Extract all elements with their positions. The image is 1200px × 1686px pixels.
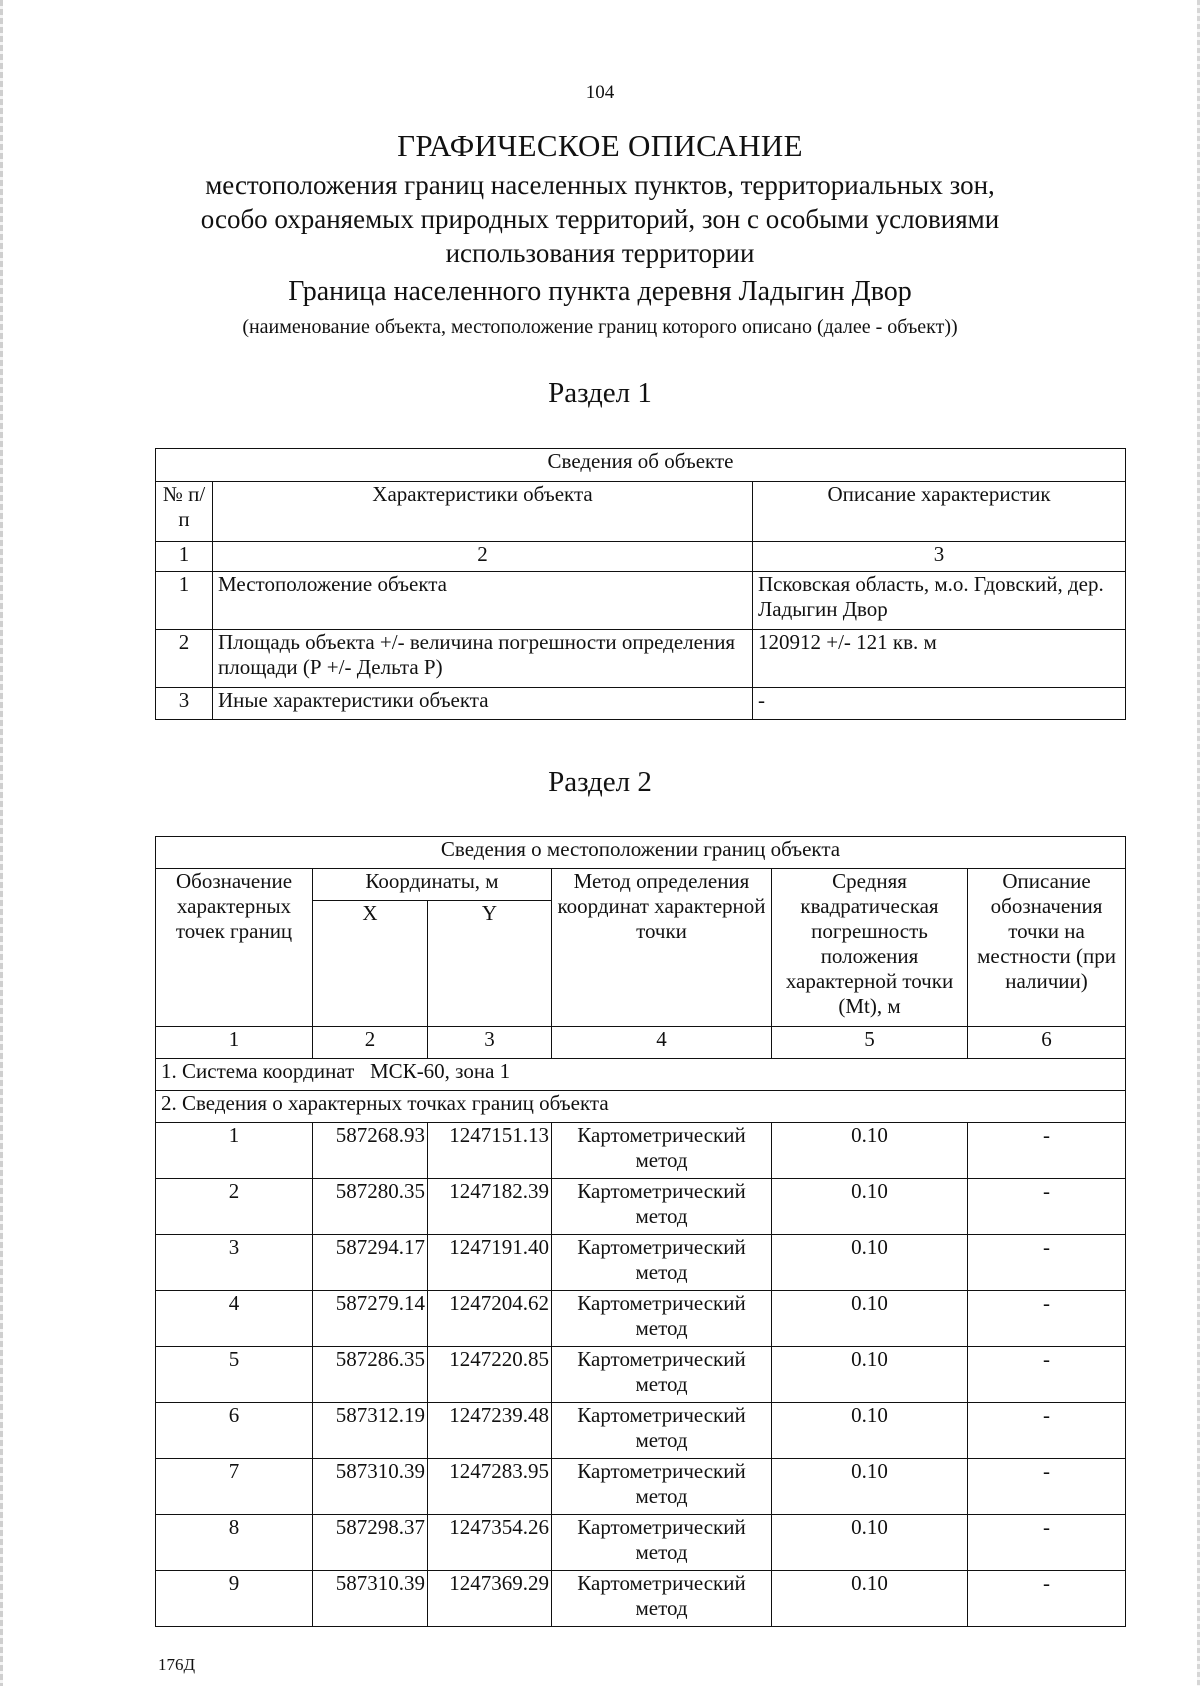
section-2-heading: Раздел 2 bbox=[548, 766, 652, 798]
column-number: 3 bbox=[428, 1027, 552, 1059]
point-number: 7 bbox=[156, 1459, 313, 1515]
location-desc: - bbox=[968, 1179, 1126, 1235]
page-number: 104 bbox=[585, 82, 615, 103]
table-row bbox=[156, 1459, 1126, 1515]
method: Картометрический метод bbox=[552, 1347, 772, 1403]
method: Картометрический метод bbox=[552, 1515, 772, 1571]
points-info-row: 2. Сведения о характерных точках границ объекта bbox=[156, 1091, 1126, 1123]
header-description: Описание характеристик bbox=[753, 482, 1126, 542]
table-row bbox=[156, 1291, 1126, 1347]
location-desc: - bbox=[968, 1291, 1126, 1347]
row-characteristic: Местоположение объекта bbox=[213, 572, 753, 630]
row-number: 3 bbox=[156, 688, 213, 720]
coord-y: 1247369.29 bbox=[428, 1571, 552, 1627]
column-number: 2 bbox=[313, 1027, 428, 1059]
points-body bbox=[156, 1123, 1126, 1627]
object-name: Граница населенного пункта деревня Ладыгин Двор bbox=[288, 276, 912, 307]
row-characteristic: Площадь объекта +/- величина погрешности определения площади (Р +/- Дельта Р) bbox=[213, 630, 753, 688]
document-title: ГРАФИЧЕСКОЕ ОПИСАНИЕ bbox=[397, 128, 803, 163]
column-number: 1 bbox=[156, 542, 213, 572]
table-row bbox=[156, 1571, 1126, 1627]
method: Картометрический метод bbox=[552, 1179, 772, 1235]
column-number: 6 bbox=[968, 1027, 1126, 1059]
mt-value: 0.10 bbox=[772, 1515, 968, 1571]
point-number: 2 bbox=[156, 1179, 313, 1235]
table-row bbox=[156, 1515, 1126, 1571]
coord-y: 1247204.62 bbox=[428, 1291, 552, 1347]
object-info-table bbox=[155, 448, 1126, 720]
column-number: 1 bbox=[156, 1027, 313, 1059]
column-number: 5 bbox=[772, 1027, 968, 1059]
table-row bbox=[156, 630, 1126, 688]
coord-x: 587310.39 bbox=[313, 1459, 428, 1515]
table-row bbox=[156, 1179, 1126, 1235]
column-number: 4 bbox=[552, 1027, 772, 1059]
location-desc: - bbox=[968, 1123, 1126, 1179]
table-row bbox=[156, 1123, 1126, 1179]
coordinate-system-row: 1. Система координат МСК-60, зона 1 bbox=[156, 1059, 1126, 1091]
method: Картометрический метод bbox=[552, 1403, 772, 1459]
point-number: 4 bbox=[156, 1291, 313, 1347]
document-subtitle bbox=[0, 168, 1200, 270]
table-row bbox=[156, 1347, 1126, 1403]
method: Картометрический метод bbox=[552, 1235, 772, 1291]
footer-code: 176Д bbox=[158, 1655, 196, 1674]
table-row bbox=[156, 1235, 1126, 1291]
column-number: 2 bbox=[213, 542, 753, 572]
header-characteristics: Характеристики объекта bbox=[213, 482, 753, 542]
coord-y: 1247191.40 bbox=[428, 1235, 552, 1291]
column-number: 3 bbox=[753, 542, 1126, 572]
row-number: 2 bbox=[156, 630, 213, 688]
coord-x: 587294.17 bbox=[313, 1235, 428, 1291]
location-desc: - bbox=[968, 1459, 1126, 1515]
subtitle-line: местоположения границ населенных пунктов, территориальных зон, bbox=[205, 170, 995, 200]
mt-value: 0.10 bbox=[772, 1123, 968, 1179]
coord-y: 1247182.39 bbox=[428, 1179, 552, 1235]
header-mt: Средняя квадратическая погрешность положения характерной точки (Mt), м bbox=[772, 869, 968, 1027]
row-description: - bbox=[753, 688, 1126, 720]
point-number: 9 bbox=[156, 1571, 313, 1627]
table-row bbox=[156, 1403, 1126, 1459]
header-method: Метод определения координат характерной точки bbox=[552, 869, 772, 1027]
header-x: X bbox=[313, 901, 428, 1027]
row-description: 120912 +/- 121 кв. м bbox=[753, 630, 1126, 688]
subtitle-line: использования территории bbox=[445, 238, 755, 268]
coord-x: 587280.35 bbox=[313, 1179, 428, 1235]
coord-y: 1247283.95 bbox=[428, 1459, 552, 1515]
point-number: 8 bbox=[156, 1515, 313, 1571]
coord-y: 1247220.85 bbox=[428, 1347, 552, 1403]
coord-y: 1247354.26 bbox=[428, 1515, 552, 1571]
method: Картометрический метод bbox=[552, 1123, 772, 1179]
location-desc: - bbox=[968, 1235, 1126, 1291]
coord-x: 587298.37 bbox=[313, 1515, 428, 1571]
mt-value: 0.10 bbox=[772, 1291, 968, 1347]
table-title: Сведения о местоположении границ объекта bbox=[156, 837, 1126, 869]
subtitle-line: особо охраняемых природных территорий, зон с особыми условиями bbox=[200, 204, 1000, 234]
coord-y: 1247239.48 bbox=[428, 1403, 552, 1459]
location-desc: - bbox=[968, 1347, 1126, 1403]
row-characteristic: Иные характеристики объекта bbox=[213, 688, 753, 720]
coord-x: 587310.39 bbox=[313, 1571, 428, 1627]
row-description: Псковская область, м.о. Гдовский, дер. Ладыгин Двор bbox=[753, 572, 1126, 630]
mt-value: 0.10 bbox=[772, 1235, 968, 1291]
mt-value: 0.10 bbox=[772, 1347, 968, 1403]
coord-x: 587286.35 bbox=[313, 1347, 428, 1403]
mt-value: 0.10 bbox=[772, 1571, 968, 1627]
boundary-points-table bbox=[155, 836, 1126, 1627]
object-note: (наименование объекта, местоположение границ которого описано (далее - объект)) bbox=[242, 316, 958, 338]
header-number: № п/п bbox=[156, 482, 213, 542]
mt-value: 0.10 bbox=[772, 1179, 968, 1235]
location-desc: - bbox=[968, 1571, 1126, 1627]
coord-x: 587268.93 bbox=[313, 1123, 428, 1179]
point-number: 6 bbox=[156, 1403, 313, 1459]
point-number: 1 bbox=[156, 1123, 313, 1179]
coord-y: 1247151.13 bbox=[428, 1123, 552, 1179]
method: Картометрический метод bbox=[552, 1571, 772, 1627]
method: Картометрический метод bbox=[552, 1459, 772, 1515]
coord-x: 587312.19 bbox=[313, 1403, 428, 1459]
location-desc: - bbox=[968, 1403, 1126, 1459]
header-coordinates: Координаты, м bbox=[313, 869, 552, 901]
mt-value: 0.10 bbox=[772, 1403, 968, 1459]
point-number: 3 bbox=[156, 1235, 313, 1291]
point-number: 5 bbox=[156, 1347, 313, 1403]
header-location-desc: Описание обозначения точки на местности (при наличии) bbox=[968, 869, 1126, 1027]
header-point: Обозначение характерных точек границ bbox=[156, 869, 313, 1027]
mt-value: 0.10 bbox=[772, 1459, 968, 1515]
table-row bbox=[156, 688, 1126, 720]
table-title: Сведения об объекте bbox=[156, 449, 1126, 482]
section-1-heading: Раздел 1 bbox=[548, 377, 652, 409]
row-number: 1 bbox=[156, 572, 213, 630]
coord-x: 587279.14 bbox=[313, 1291, 428, 1347]
table-row bbox=[156, 572, 1126, 630]
location-desc: - bbox=[968, 1515, 1126, 1571]
header-y: Y bbox=[428, 901, 552, 1027]
method: Картометрический метод bbox=[552, 1291, 772, 1347]
